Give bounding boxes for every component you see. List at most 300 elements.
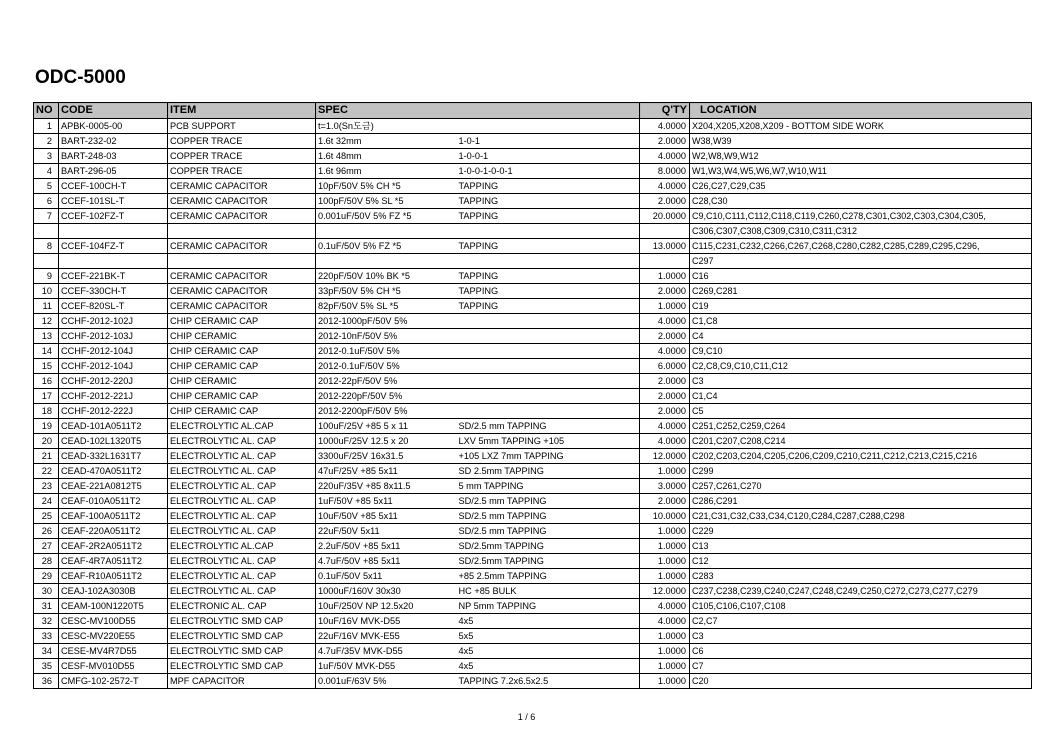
table-row <box>34 284 1032 299</box>
cell-spec: 4.7uF/35V MVK-D55 <box>316 644 457 659</box>
cell-spec-note: TAPPING 7.2x6.5x2.5 <box>457 674 640 689</box>
cell-code: CCHF-2012-221J <box>59 389 168 404</box>
table-row <box>34 239 1032 254</box>
cell-spec-note: +105 LXZ 7mm TAPPING <box>457 449 640 464</box>
cell-qty: 1.0000 <box>640 629 690 644</box>
cell-no: 29 <box>34 569 59 584</box>
cell-no: 27 <box>34 539 59 554</box>
cell-item: CERAMIC CAPACITOR <box>168 194 316 209</box>
cell-qty: 1.0000 <box>640 539 690 554</box>
cell-spec: 0.1uF/50V 5x11 <box>316 569 457 584</box>
cell-qty: 2.0000 <box>640 134 690 149</box>
cell-no: 23 <box>34 479 59 494</box>
cell-no: 20 <box>34 434 59 449</box>
cell-spec-note: SD/2.5 mm TAPPING <box>457 494 640 509</box>
cell-spec: 10uF/250V NP 12.5x20 <box>316 599 457 614</box>
cell-code: CCEF-104FZ-T <box>59 239 168 254</box>
cell-spec: 1uF/50V +85 5x11 <box>316 494 457 509</box>
cell-qty: 12.0000 <box>640 449 690 464</box>
cell-code: CEAD-470A0511T2 <box>59 464 168 479</box>
cell-qty: 3.0000 <box>640 479 690 494</box>
cell-code: APBK-0005-00 <box>59 119 168 134</box>
cell-item: CHIP CERAMIC CAP <box>168 359 316 374</box>
cell-spec-note: SD/2.5 mm TAPPING <box>457 524 640 539</box>
cell-code: BART-232-02 <box>59 134 168 149</box>
cell-qty: 2.0000 <box>640 404 690 419</box>
cell-location: C13 <box>690 539 1032 554</box>
bom-table <box>33 102 1032 689</box>
cell-no: 14 <box>34 344 59 359</box>
cell-code: CCEF-221BK-T <box>59 269 168 284</box>
table-row <box>34 509 1032 524</box>
cell-code: CCHF-2012-103J <box>59 329 168 344</box>
cell-no: 12 <box>34 314 59 329</box>
cell-location: C269,C281 <box>690 284 1032 299</box>
cell-no: 36 <box>34 674 59 689</box>
cell-qty: 1.0000 <box>640 299 690 314</box>
cell-item: CHIP CERAMIC CAP <box>168 404 316 419</box>
cell-no: 35 <box>34 659 59 674</box>
table-row <box>34 254 1032 269</box>
cell-location: C9,C10 <box>690 344 1032 359</box>
cell-location: C26,C27,C29,C35 <box>690 179 1032 194</box>
cell-no: 5 <box>34 179 59 194</box>
cell-code: CEAM-100N1220T5 <box>59 599 168 614</box>
table-row <box>34 209 1032 224</box>
cell-item: ELECTROLYTIC AL. CAP <box>168 569 316 584</box>
cell-item: ELECTROLYTIC AL. CAP <box>168 524 316 539</box>
cell-item: CERAMIC CAPACITOR <box>168 209 316 224</box>
cell-spec-note: 5x5 <box>457 629 640 644</box>
cell-spec-note <box>457 254 640 269</box>
cell-location: C299 <box>690 464 1032 479</box>
table-row <box>34 149 1032 164</box>
cell-qty: 6.0000 <box>640 359 690 374</box>
cell-code: CCEF-100CH-T <box>59 179 168 194</box>
cell-code: CCEF-820SL-T <box>59 299 168 314</box>
cell-qty: 2.0000 <box>640 374 690 389</box>
cell-no: 24 <box>34 494 59 509</box>
cell-no: 16 <box>34 374 59 389</box>
header-no: NO <box>34 103 59 119</box>
cell-qty: 13.0000 <box>640 239 690 254</box>
cell-spec-note: 4x5 <box>457 644 640 659</box>
cell-no: 4 <box>34 164 59 179</box>
cell-item: ELECTROLYTIC AL. CAP <box>168 464 316 479</box>
cell-item: CERAMIC CAPACITOR <box>168 299 316 314</box>
cell-code: CCHF-2012-102J <box>59 314 168 329</box>
cell-spec: 100uF/25V +85 5 x 11 <box>316 419 457 434</box>
cell-spec: 1000uF/25V 12.5 x 20 <box>316 434 457 449</box>
table-row <box>34 269 1032 284</box>
cell-spec: 2.2uF/50V +85 5x11 <box>316 539 457 554</box>
cell-location: C283 <box>690 569 1032 584</box>
header-code: CODE <box>59 103 168 119</box>
cell-location: W2,W8,W9,W12 <box>690 149 1032 164</box>
cell-item: ELECTRONIC AL. CAP <box>168 599 316 614</box>
cell-qty: 4.0000 <box>640 434 690 449</box>
cell-spec: 2012-0.1uF/50V 5% <box>316 359 457 374</box>
cell-location: X204,X205,X208,X209 - BOTTOM SIDE WORK <box>690 119 1032 134</box>
cell-item <box>168 224 316 239</box>
cell-code: CESE-MV4R7D55 <box>59 644 168 659</box>
table-row <box>34 389 1032 404</box>
table-row <box>34 629 1032 644</box>
cell-spec: 47uF/25V +85 5x11 <box>316 464 457 479</box>
header-item: ITEM <box>168 103 316 119</box>
cell-qty: 12.0000 <box>640 584 690 599</box>
cell-spec: 0.1uF/50V 5% FZ *5 <box>316 239 457 254</box>
table-row <box>34 194 1032 209</box>
cell-item: CHIP CERAMIC <box>168 329 316 344</box>
table-row <box>34 494 1032 509</box>
cell-spec: 2012-0.1uF/50V 5% <box>316 344 457 359</box>
cell-no: 15 <box>34 359 59 374</box>
cell-qty: 4.0000 <box>640 149 690 164</box>
cell-spec-note <box>457 314 640 329</box>
cell-spec-note: +85 2.5mm TAPPING <box>457 569 640 584</box>
cell-item: MPF CAPACITOR <box>168 674 316 689</box>
cell-spec: 0.001uF/50V 5% FZ *5 <box>316 209 457 224</box>
cell-code: CEAD-101A0511T2 <box>59 419 168 434</box>
cell-no: 13 <box>34 329 59 344</box>
table-row <box>34 344 1032 359</box>
cell-spec: 1uF/50V MVK-D55 <box>316 659 457 674</box>
cell-spec: 1.6t 48mm <box>316 149 457 164</box>
cell-location: C251,C252,C259,C264 <box>690 419 1032 434</box>
cell-code: CEAJ-102A3030B <box>59 584 168 599</box>
table-row <box>34 329 1032 344</box>
cell-location: C3 <box>690 629 1032 644</box>
cell-item: COPPER TRACE <box>168 134 316 149</box>
cell-item: COPPER TRACE <box>168 149 316 164</box>
cell-spec-note: TAPPING <box>457 284 640 299</box>
cell-code: CCHF-2012-220J <box>59 374 168 389</box>
cell-no: 33 <box>34 629 59 644</box>
cell-no <box>34 254 59 269</box>
cell-code: CEAF-220A0511T2 <box>59 524 168 539</box>
cell-qty: 4.0000 <box>640 614 690 629</box>
table-row <box>34 449 1032 464</box>
cell-item: CERAMIC CAPACITOR <box>168 284 316 299</box>
cell-location: C105,C106,C107,C108 <box>690 599 1032 614</box>
cell-code: CCHF-2012-222J <box>59 404 168 419</box>
table-row <box>34 524 1032 539</box>
cell-item: ELECTROLYTIC AL. CAP <box>168 434 316 449</box>
cell-item: ELECTROLYTIC AL. CAP <box>168 554 316 569</box>
cell-code: CCEF-101SL-T <box>59 194 168 209</box>
cell-code: CEAE-221A0812T5 <box>59 479 168 494</box>
cell-location: C2,C7 <box>690 614 1032 629</box>
cell-spec-note: SD/2.5mm TAPPING <box>457 554 640 569</box>
table-row <box>34 479 1032 494</box>
cell-item: ELECTROLYTIC AL. CAP <box>168 494 316 509</box>
cell-item: CHIP CERAMIC <box>168 374 316 389</box>
cell-qty: 4.0000 <box>640 119 690 134</box>
cell-code: CEAF-2R2A0511T2 <box>59 539 168 554</box>
header-spec: SPEC <box>316 103 640 119</box>
table-row <box>34 539 1032 554</box>
table-row <box>34 569 1032 584</box>
cell-item <box>168 254 316 269</box>
cell-code: CEAF-010A0511T2 <box>59 494 168 509</box>
cell-location: W38,W39 <box>690 134 1032 149</box>
cell-location: C16 <box>690 269 1032 284</box>
cell-qty: 1.0000 <box>640 674 690 689</box>
cell-code: CEAF-4R7A0511T2 <box>59 554 168 569</box>
table-row <box>34 644 1032 659</box>
cell-code: CEAD-332L1631T7 <box>59 449 168 464</box>
cell-location: C5 <box>690 404 1032 419</box>
cell-spec-note <box>457 344 640 359</box>
cell-location: C1,C4 <box>690 389 1032 404</box>
cell-spec-note <box>457 374 640 389</box>
cell-spec-note: TAPPING <box>457 239 640 254</box>
cell-spec-note <box>457 329 640 344</box>
cell-spec-note: TAPPING <box>457 194 640 209</box>
cell-location: C201,C207,C208,C214 <box>690 434 1032 449</box>
cell-location: C19 <box>690 299 1032 314</box>
cell-spec: 2012-220pF/50V 5% <box>316 389 457 404</box>
table-row <box>34 419 1032 434</box>
table-header-row <box>34 103 1032 119</box>
cell-item: ELECTROLYTIC AL.CAP <box>168 539 316 554</box>
cell-spec-note: 4x5 <box>457 659 640 674</box>
cell-spec: 1000uF/160V 30x30 <box>316 584 457 599</box>
table-row <box>34 659 1032 674</box>
header-qty: Q'TY <box>640 103 690 119</box>
cell-no: 19 <box>34 419 59 434</box>
cell-code: BART-248-03 <box>59 149 168 164</box>
cell-spec: 22uF/16V MVK-E55 <box>316 629 457 644</box>
cell-no: 22 <box>34 464 59 479</box>
cell-qty: 20.0000 <box>640 209 690 224</box>
cell-no: 2 <box>34 134 59 149</box>
table-row <box>34 374 1032 389</box>
table-row <box>34 164 1032 179</box>
cell-no: 6 <box>34 194 59 209</box>
cell-spec-note <box>457 389 640 404</box>
cell-qty <box>640 254 690 269</box>
cell-no: 26 <box>34 524 59 539</box>
table-row <box>34 614 1032 629</box>
cell-location: C257,C261,C270 <box>690 479 1032 494</box>
cell-no: 34 <box>34 644 59 659</box>
cell-spec-note: TAPPING <box>457 269 640 284</box>
cell-spec: 2012-10nF/50V 5% <box>316 329 457 344</box>
table-row <box>34 599 1032 614</box>
page-number: 1 / 6 <box>517 712 536 722</box>
cell-no: 25 <box>34 509 59 524</box>
table-row <box>34 434 1032 449</box>
cell-spec-note: 1-0-0-1-0-0-1 <box>457 164 640 179</box>
cell-spec: 100pF/50V 5% SL *5 <box>316 194 457 209</box>
cell-spec-note: SD 2.5mm TAPPING <box>457 464 640 479</box>
cell-code: CCEF-102FZ-T <box>59 209 168 224</box>
cell-item: CHIP CERAMIC CAP <box>168 314 316 329</box>
cell-item: ELECTROLYTIC AL. CAP <box>168 479 316 494</box>
cell-no: 8 <box>34 239 59 254</box>
cell-spec-note <box>457 359 640 374</box>
cell-location: C12 <box>690 554 1032 569</box>
table-row <box>34 119 1032 134</box>
cell-qty: 1.0000 <box>640 659 690 674</box>
table-row <box>34 464 1032 479</box>
cell-spec-note: TAPPING <box>457 209 640 224</box>
cell-item: ELECTROLYTIC SMD CAP <box>168 644 316 659</box>
cell-item: CHIP CERAMIC CAP <box>168 344 316 359</box>
cell-qty: 2.0000 <box>640 329 690 344</box>
cell-qty: 2.0000 <box>640 284 690 299</box>
cell-spec-note: SD/2.5mm TAPPING <box>457 539 640 554</box>
cell-location: W1,W3,W4,W5,W6,W7,W10,W11 <box>690 164 1032 179</box>
cell-code: CEAF-100A0511T2 <box>59 509 168 524</box>
cell-item: ELECTROLYTIC SMD CAP <box>168 629 316 644</box>
cell-code: CESF-MV010D55 <box>59 659 168 674</box>
cell-location: C115,C231,C232,C266,C267,C268,C280,C282,C285,C289,C295,C296, <box>690 239 1032 254</box>
cell-spec: t=1.0(Sn도금) <box>316 119 457 134</box>
cell-no <box>34 224 59 239</box>
cell-spec: 82pF/50V 5% SL *5 <box>316 299 457 314</box>
cell-no: 31 <box>34 599 59 614</box>
cell-location: C3 <box>690 374 1032 389</box>
cell-item: CERAMIC CAPACITOR <box>168 179 316 194</box>
cell-spec: 0.001uF/63V 5% <box>316 674 457 689</box>
cell-qty: 4.0000 <box>640 179 690 194</box>
table-row <box>34 584 1032 599</box>
cell-spec-note: SD/2.5 mm TAPPING <box>457 509 640 524</box>
cell-qty: 4.0000 <box>640 344 690 359</box>
cell-code: CCHF-2012-104J <box>59 359 168 374</box>
table-row <box>34 299 1032 314</box>
cell-code <box>59 224 168 239</box>
cell-location: C286,C291 <box>690 494 1032 509</box>
cell-location: C28,C30 <box>690 194 1032 209</box>
cell-spec: 4.7uF/50V +85 5x11 <box>316 554 457 569</box>
cell-item: COPPER TRACE <box>168 164 316 179</box>
cell-spec <box>316 254 457 269</box>
cell-spec-note: TAPPING <box>457 179 640 194</box>
cell-spec: 2012-1000pF/50V 5% <box>316 314 457 329</box>
cell-spec: 2012-22pF/50V 5% <box>316 374 457 389</box>
header-location: LOCATION <box>690 103 1032 119</box>
cell-no: 3 <box>34 149 59 164</box>
table-row <box>34 134 1032 149</box>
table-row <box>34 314 1032 329</box>
cell-qty: 2.0000 <box>640 494 690 509</box>
cell-no: 18 <box>34 404 59 419</box>
cell-location: C20 <box>690 674 1032 689</box>
cell-spec-note: 4x5 <box>457 614 640 629</box>
cell-no: 32 <box>34 614 59 629</box>
cell-spec-note: HC +85 BULK <box>457 584 640 599</box>
cell-spec-note <box>457 119 640 134</box>
table-row <box>34 359 1032 374</box>
cell-spec-note <box>457 224 640 239</box>
cell-qty: 10.0000 <box>640 509 690 524</box>
cell-location: C306,C307,C308,C309,C310,C311,C312 <box>690 224 1032 239</box>
cell-spec: 1.6t 32mm <box>316 134 457 149</box>
cell-spec: 2012-2200pF/50V 5% <box>316 404 457 419</box>
cell-qty <box>640 224 690 239</box>
cell-qty: 1.0000 <box>640 569 690 584</box>
cell-spec: 10uF/50V +85 5x11 <box>316 509 457 524</box>
cell-spec <box>316 224 457 239</box>
cell-location: C1,C8 <box>690 314 1032 329</box>
cell-spec-note <box>457 404 640 419</box>
cell-qty: 1.0000 <box>640 554 690 569</box>
table-row <box>34 179 1032 194</box>
cell-no: 17 <box>34 389 59 404</box>
cell-item: CHIP CERAMIC CAP <box>168 389 316 404</box>
cell-qty: 1.0000 <box>640 464 690 479</box>
table-row <box>34 224 1032 239</box>
cell-no: 7 <box>34 209 59 224</box>
cell-item: ELECTROLYTIC AL. CAP <box>168 584 316 599</box>
cell-qty: 8.0000 <box>640 164 690 179</box>
cell-item: CERAMIC CAPACITOR <box>168 269 316 284</box>
table-body <box>34 119 1032 689</box>
cell-location: C4 <box>690 329 1032 344</box>
cell-location: C2,C8,C9,C10,C11,C12 <box>690 359 1032 374</box>
cell-location: C229 <box>690 524 1032 539</box>
cell-location: C6 <box>690 644 1032 659</box>
cell-qty: 2.0000 <box>640 389 690 404</box>
document-title: ODC-5000 <box>35 67 126 88</box>
cell-no: 11 <box>34 299 59 314</box>
cell-no: 30 <box>34 584 59 599</box>
cell-item: ELECTROLYTIC AL.CAP <box>168 419 316 434</box>
cell-spec: 33pF/50V 5% CH *5 <box>316 284 457 299</box>
cell-spec: 3300uF/25V 16x31.5 <box>316 449 457 464</box>
table-row <box>34 554 1032 569</box>
cell-spec-note: LXV 5mm TAPPING +105 <box>457 434 640 449</box>
cell-spec-note: NP 5mm TAPPING <box>457 599 640 614</box>
cell-item: ELECTROLYTIC SMD CAP <box>168 659 316 674</box>
cell-spec: 220uF/35V +85 8x11.5 <box>316 479 457 494</box>
cell-code: CEAD-102L1320T5 <box>59 434 168 449</box>
cell-item: ELECTROLYTIC SMD CAP <box>168 614 316 629</box>
cell-spec: 1.6t 96mm <box>316 164 457 179</box>
cell-item: CERAMIC CAPACITOR <box>168 239 316 254</box>
cell-code: CESC-MV220E55 <box>59 629 168 644</box>
cell-location: C297 <box>690 254 1032 269</box>
cell-location: C202,C203,C204,C205,C206,C209,C210,C211,C212,C213,C215,C216 <box>690 449 1032 464</box>
cell-code: CCEF-330CH-T <box>59 284 168 299</box>
cell-spec-note: 1-0-0-1 <box>457 149 640 164</box>
cell-spec-note: 5 mm TAPPING <box>457 479 640 494</box>
cell-no: 28 <box>34 554 59 569</box>
cell-no: 1 <box>34 119 59 134</box>
cell-qty: 4.0000 <box>640 314 690 329</box>
cell-code: CCHF-2012-104J <box>59 344 168 359</box>
cell-item: PCB SUPPORT <box>168 119 316 134</box>
cell-spec: 10pF/50V 5% CH *5 <box>316 179 457 194</box>
cell-location: C7 <box>690 659 1032 674</box>
cell-location: C9,C10,C111,C112,C118,C119,C260,C278,C301,C302,C303,C304,C305, <box>690 209 1032 224</box>
table-row <box>34 674 1032 689</box>
cell-spec-note: TAPPING <box>457 299 640 314</box>
cell-spec: 22uF/50V 5x11 <box>316 524 457 539</box>
cell-qty: 1.0000 <box>640 644 690 659</box>
cell-spec: 10uF/16V MVK-D55 <box>316 614 457 629</box>
cell-code <box>59 254 168 269</box>
cell-qty: 4.0000 <box>640 599 690 614</box>
cell-qty: 2.0000 <box>640 194 690 209</box>
cell-code: BART-296-05 <box>59 164 168 179</box>
table-row <box>34 404 1032 419</box>
cell-code: CEAF-R10A0511T2 <box>59 569 168 584</box>
